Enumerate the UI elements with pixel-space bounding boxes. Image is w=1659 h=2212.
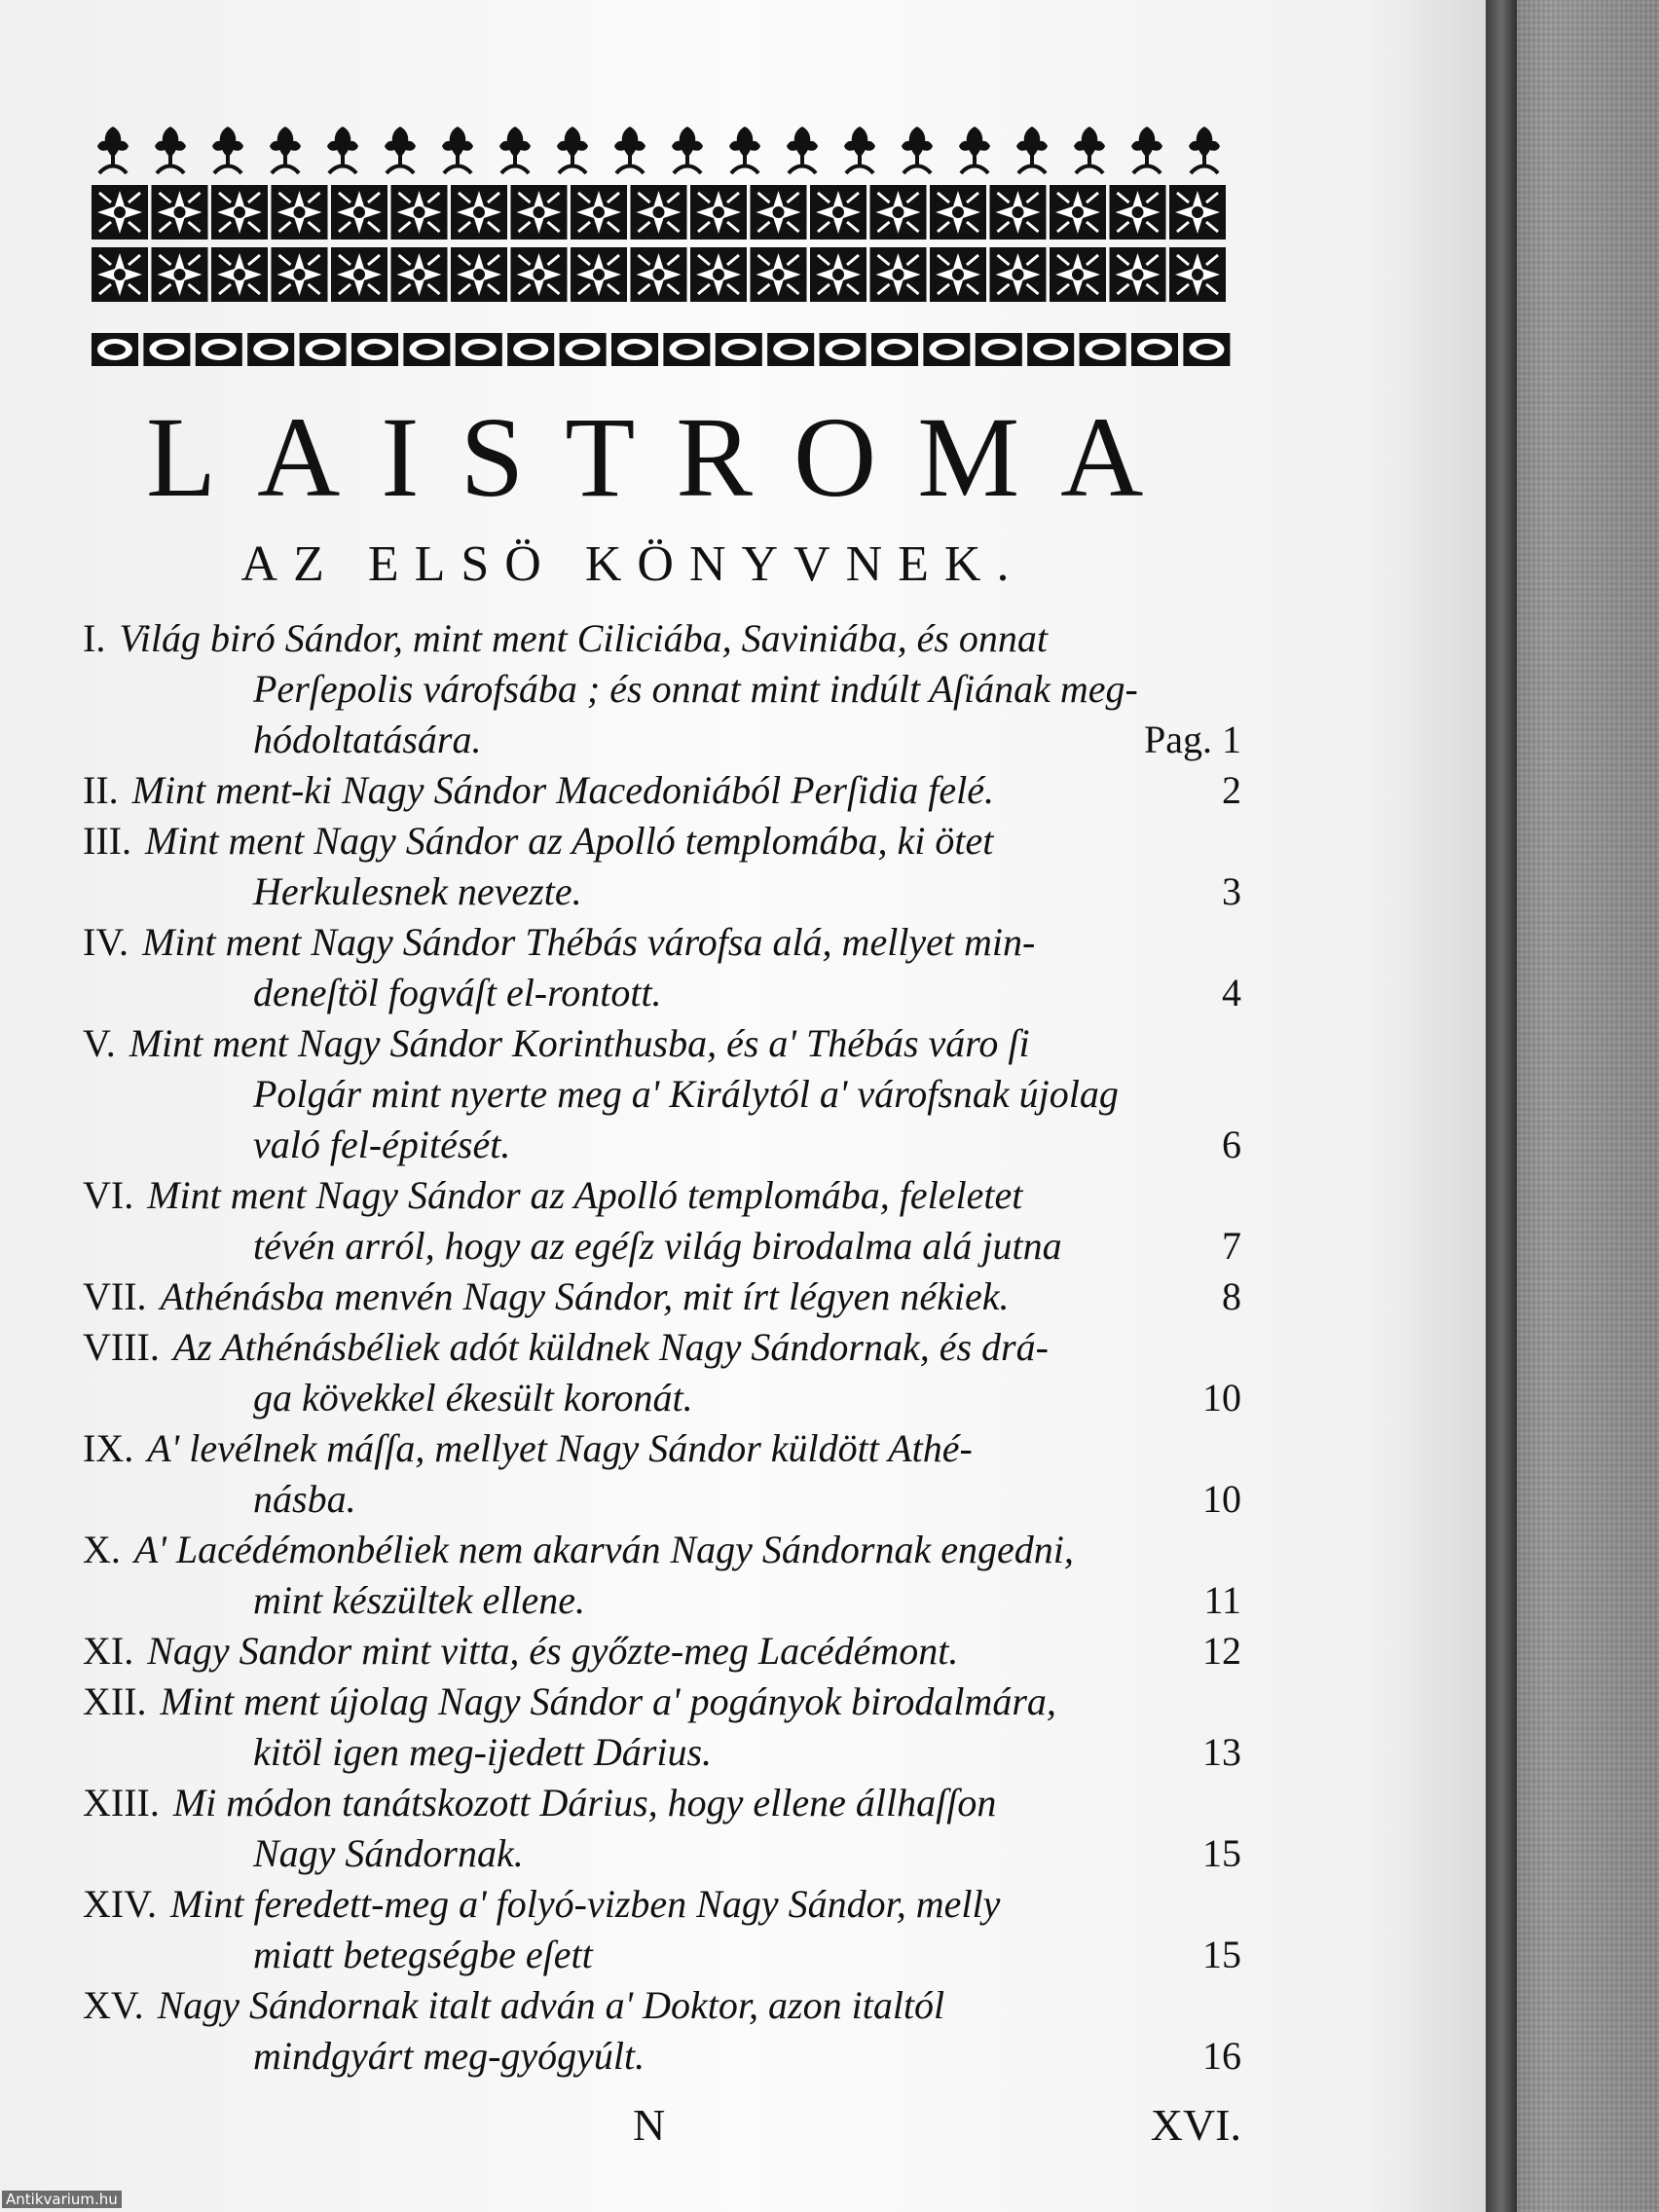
chapter-title-text: Polgár mint nyerte meg a' Királytól a' várofsnak újolag	[253, 1072, 1119, 1116]
chapter-number: XII.	[83, 1679, 147, 1723]
chapter-title-text: miatt betegségbe eſett	[253, 1933, 593, 1976]
toc-entry-line	[83, 664, 1241, 715]
toc-entry-line	[83, 1373, 1241, 1423]
chapter-number: IV.	[83, 920, 129, 964]
chapter-title-text: Nagy Sandor mint vitta, és győzte-meg Lacédémont.	[147, 1629, 959, 1673]
toc-entry-line	[83, 1575, 1241, 1626]
toc-entry-line	[83, 1727, 1241, 1778]
chapter-title-text: ga kövekkel ékesült koronát.	[253, 1376, 693, 1419]
page-reference: 10	[1202, 1376, 1241, 1419]
decorative-headpiece-ornament	[90, 115, 1236, 376]
chapter-title-text: Mint feredett-meg a' folyó-vizben Nagy Sándor, melly	[169, 1882, 1001, 1926]
chapter-title-text: való fel-épitését.	[253, 1123, 511, 1166]
chapter-title-text: Mint ment Nagy Sándor Korinthusba, és a' Thébás váro ſi	[129, 1021, 1030, 1065]
chapter-title-text: Mint ment Nagy Sándor az Apolló templomába, feleletet	[147, 1173, 1023, 1217]
chapter-title-text: Nagy Sándornak.	[253, 1831, 524, 1875]
toc-entry-line	[83, 1677, 1241, 1727]
chapter-title-text: násba.	[253, 1477, 356, 1521]
toc-entry	[83, 1778, 1241, 1879]
page-reference: 7	[1222, 1224, 1241, 1268]
toc-entry	[83, 1322, 1241, 1423]
toc-entry-line	[83, 917, 1241, 968]
chapter-number: I.	[83, 616, 106, 660]
page-reference: 8	[1222, 1274, 1241, 1318]
chapter-title-text: Perſepolis várofsába ; és onnat mint indúlt Aſiának meg-	[253, 667, 1138, 711]
signature-mark: N	[633, 2100, 666, 2150]
chapter-title-text: deneſtöl fogváſt el-rontott.	[253, 971, 662, 1014]
page-reference: 6	[1222, 1123, 1241, 1166]
page-reference: 11	[1203, 1578, 1241, 1622]
toc-entry-line	[83, 1322, 1241, 1373]
toc-entry-line	[83, 1120, 1241, 1170]
page-reference: 15	[1202, 1831, 1241, 1875]
chapter-title-text: Herkulesnek nevezte.	[253, 869, 582, 913]
chapter-title-text: Mint ment Nagy Sándor Thébás várofsa alá, mellyet min-	[142, 920, 1036, 964]
toc-entry	[83, 1423, 1241, 1525]
table-of-contents	[83, 613, 1241, 2082]
toc-entry	[83, 1525, 1241, 1626]
toc-entry	[83, 1980, 1241, 2082]
chapter-number: II.	[83, 768, 119, 812]
toc-entry-line	[83, 765, 1241, 816]
page-reference: 2	[1222, 768, 1241, 812]
toc-entry-line	[83, 866, 1241, 917]
page-reference: 12	[1202, 1629, 1241, 1673]
toc-entry	[83, 613, 1241, 765]
toc-entry	[83, 765, 1241, 816]
toc-entry	[83, 1018, 1241, 1170]
chapter-title-text: mindgyárt meg-gyógyúlt.	[253, 2034, 645, 2078]
toc-entry	[83, 816, 1241, 917]
toc-entry-line	[83, 2031, 1241, 2082]
chapter-title-text: hódoltatására.	[253, 718, 482, 761]
chapter-title-text: Nagy Sándornak italt adván a' Doktor, azon italtól	[157, 1983, 945, 2027]
chapter-title-text: Az Athénásbéliek adót küldnek Nagy Sándornak, és drá-	[172, 1325, 1049, 1369]
toc-entry-line	[83, 715, 1241, 765]
page-reference: 15	[1202, 1933, 1241, 1976]
page-reference: 4	[1222, 971, 1241, 1014]
toc-entry-line	[83, 968, 1241, 1018]
chapter-number: XIV.	[83, 1882, 157, 1926]
chapter-title-text: Mi módon tanátskozott Dárius, hogy ellene állhaſſon	[172, 1781, 997, 1825]
chapter-number: V.	[83, 1021, 116, 1065]
toc-entry-line	[83, 1778, 1241, 1828]
chapter-number: III.	[83, 819, 131, 863]
toc-entry-line	[83, 1069, 1241, 1120]
page-title: LAISTROMA	[146, 393, 1185, 521]
catchword: XVI.	[1150, 2100, 1241, 2150]
toc-entry-line	[83, 1525, 1241, 1575]
chapter-title-text: A' Lacédémonbéliek nem akarván Nagy Sándornak engedni,	[133, 1528, 1074, 1571]
toc-entry	[83, 1879, 1241, 1980]
toc-entry-line	[83, 1930, 1241, 1980]
chapter-number: XI.	[83, 1629, 134, 1673]
toc-entry	[83, 1272, 1241, 1322]
chapter-number: X.	[83, 1528, 121, 1571]
chapter-title-text: Mint ment-ki Nagy Sándor Macedoniából Perſidia felé.	[131, 768, 995, 812]
page-reference: 3	[1222, 869, 1241, 913]
toc-entry-line	[83, 1170, 1241, 1221]
chapter-title-text: Világ biró Sándor, mint ment Ciliciába, Saviniába, és onnat	[119, 616, 1048, 660]
chapter-title-text: Mint ment újolag Nagy Sándor a' pogányok birodalmára,	[160, 1679, 1056, 1723]
page-footer	[83, 2091, 1241, 2159]
toc-entry-line	[83, 1828, 1241, 1879]
chapter-title-text: mint készültek ellene.	[253, 1578, 585, 1622]
page-reference: 16	[1202, 2034, 1241, 2078]
toc-entry-line	[83, 1879, 1241, 1930]
chapter-number: XIII.	[83, 1781, 160, 1825]
watermark: Antikvarium.hu	[2, 2191, 122, 2208]
toc-entry-line	[83, 1221, 1241, 1272]
toc-entry	[83, 917, 1241, 1018]
toc-entry-line	[83, 1272, 1241, 1322]
page-subtitle: AZ ELSÖ KÖNYVNEK.	[240, 536, 1025, 592]
page-edge-shadow	[1486, 0, 1517, 2212]
toc-entry-line	[83, 613, 1241, 664]
toc-entry-line	[83, 816, 1241, 866]
chapter-number: IX.	[83, 1426, 134, 1470]
chapter-number: XV.	[83, 1983, 144, 2027]
chapter-title-text: Mint ment Nagy Sándor az Apolló templomába, ki ötet	[144, 819, 994, 863]
toc-entry-line	[83, 1980, 1241, 2031]
chapter-number: VI.	[83, 1173, 134, 1217]
toc-entry	[83, 1626, 1241, 1677]
toc-entry	[83, 1170, 1241, 1272]
toc-entry-line	[83, 1423, 1241, 1474]
chapter-number: VII.	[83, 1274, 147, 1318]
toc-entry	[83, 1677, 1241, 1778]
toc-entry-line	[83, 1018, 1241, 1069]
chapter-title-text: Athénásba menvén Nagy Sándor, mit írt légyen nékiek.	[160, 1274, 1010, 1318]
chapter-number: VIII.	[83, 1325, 160, 1369]
chapter-title-text: A' levélnek máſſa, mellyet Nagy Sándor küldött Athé-	[147, 1426, 973, 1470]
toc-entry-line	[83, 1474, 1241, 1525]
page-reference: Pag. 1	[1144, 718, 1241, 761]
chapter-title-text: kitöl igen meg-ijedett Dárius.	[253, 1730, 713, 1774]
page-reference: 10	[1202, 1477, 1241, 1521]
page-reference: 13	[1202, 1730, 1241, 1774]
chapter-title-text: tévén arról, hogy az egéſz világ birodalma alá jutna	[253, 1224, 1062, 1268]
toc-entry-line	[83, 1626, 1241, 1677]
